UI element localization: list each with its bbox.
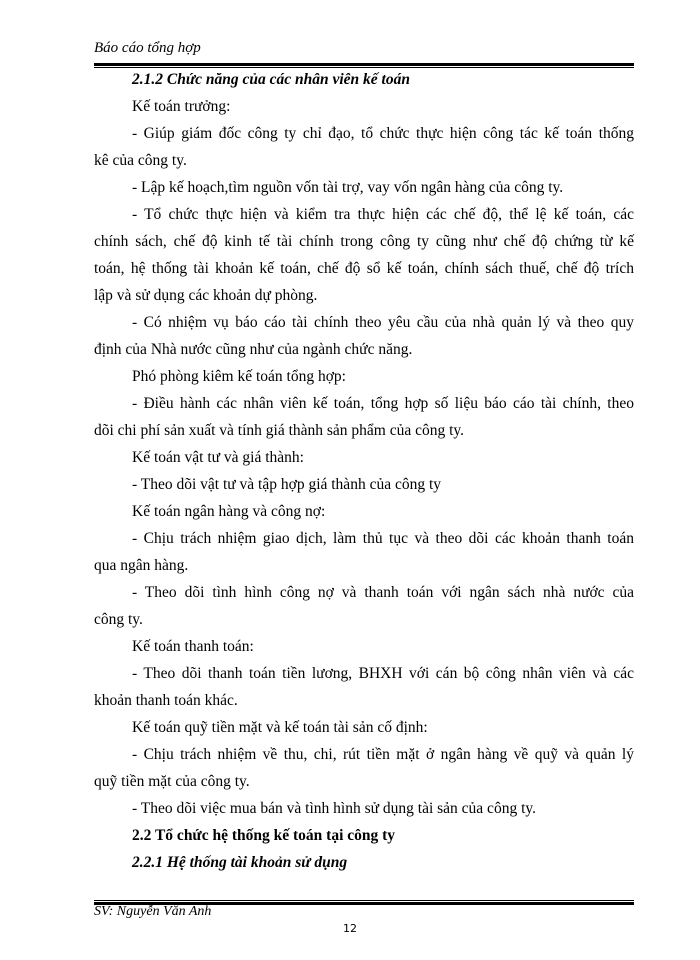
paragraph-line: - Theo dõi vật tư và tập hợp giá thành của công ty [132, 476, 442, 493]
paragraph-line: dõi chi phí sản xuất và tính giá thành sản phẩm của công ty. [94, 422, 465, 439]
paragraph-line: lập và sử dụng các khoản dự phòng. [94, 287, 318, 304]
paragraph-line: - Theo dõi việc mua bán và tình hình sử dụng tài sản của công ty. [132, 800, 536, 817]
role-heading: Kế toán thanh toán: [132, 638, 254, 655]
role-heading: Kế toán quỹ tiền mặt và kế toán tài sản cố định: [132, 719, 428, 736]
paragraph-line: - Chịu trách nhiệm về thu, chi, rút tiền mặt ở ngân hàng về quỹ và quản lý [132, 746, 634, 763]
paragraph-line: - Giúp giám đốc công ty chỉ đạo, tổ chức thực hiện công tác kế toán thống [132, 125, 634, 142]
section-heading-2-2: 2.2 Tổ chức hệ thống kế toán tại công ty [132, 827, 396, 844]
section-heading-2-1-2: 2.1.2 Chức năng của các nhân viên kế toán [132, 71, 410, 88]
role-heading: Kế toán trưởng: [132, 98, 231, 115]
paragraph-line: - Tổ chức thực hiện và kiểm tra thực hiện các chế độ, thể lệ kế toán, các [132, 206, 634, 223]
role-heading: Phó phòng kiêm kế toán tổng hợp: [132, 368, 346, 385]
paragraph-line: - Có nhiệm vụ báo cáo tài chính theo yêu cầu của nhà quản lý và theo quy [132, 314, 634, 331]
page-frame [94, 30, 634, 919]
paragraph-line: chính sách, chế độ kinh tế tài chính trong công ty cũng như chế độ chứng từ kế [94, 233, 634, 250]
role-heading: Kế toán vật tư và giá thành: [132, 449, 304, 466]
header-title: Báo cáo tổng hợp [94, 40, 201, 56]
footer-student-name: SV: Nguyễn Văn Anh [94, 904, 212, 919]
paragraph-line: - Theo dõi thanh toán tiền lương, BHXH với cán bộ công nhân viên và các [132, 665, 634, 682]
paragraph-line: quỹ tiền mặt của công ty. [94, 773, 250, 790]
paragraph-line: toán, hệ thống tài khoản kế toán, chế độ sổ kế toán, chính sách thuế, chế độ trích [94, 260, 634, 277]
paragraph-line: - Chịu trách nhiệm giao dịch, làm thủ tục và theo dõi các khoản thanh toán [132, 530, 634, 547]
paragraph-line: - Điều hành các nhân viên kế toán, tổng hợp số liệu báo cáo tài chính, theo [132, 395, 634, 412]
paragraph-line: - Lập kế hoạch,tìm nguồn vốn tài trợ, vay vốn ngân hàng của công ty. [132, 179, 564, 196]
section-heading-2-2-1: 2.2.1 Hệ thống tài khoản sử dụng [132, 854, 348, 871]
paragraph-line: kê của công ty. [94, 152, 187, 169]
paragraph-line: khoản thanh toán khác. [94, 692, 238, 709]
document-body [94, 66, 634, 876]
page-number: 12 [343, 922, 357, 935]
paragraph-line: - Theo dõi tình hình công nợ và thanh toán với ngân sách nhà nước của [132, 584, 634, 601]
paragraph-line: định của Nhà nước cũng như của ngành chức năng. [94, 341, 413, 358]
role-heading: Kế toán ngân hàng và công nợ: [132, 503, 326, 520]
paragraph-line: công ty. [94, 611, 143, 628]
paragraph-line: qua ngân hàng. [94, 557, 189, 574]
